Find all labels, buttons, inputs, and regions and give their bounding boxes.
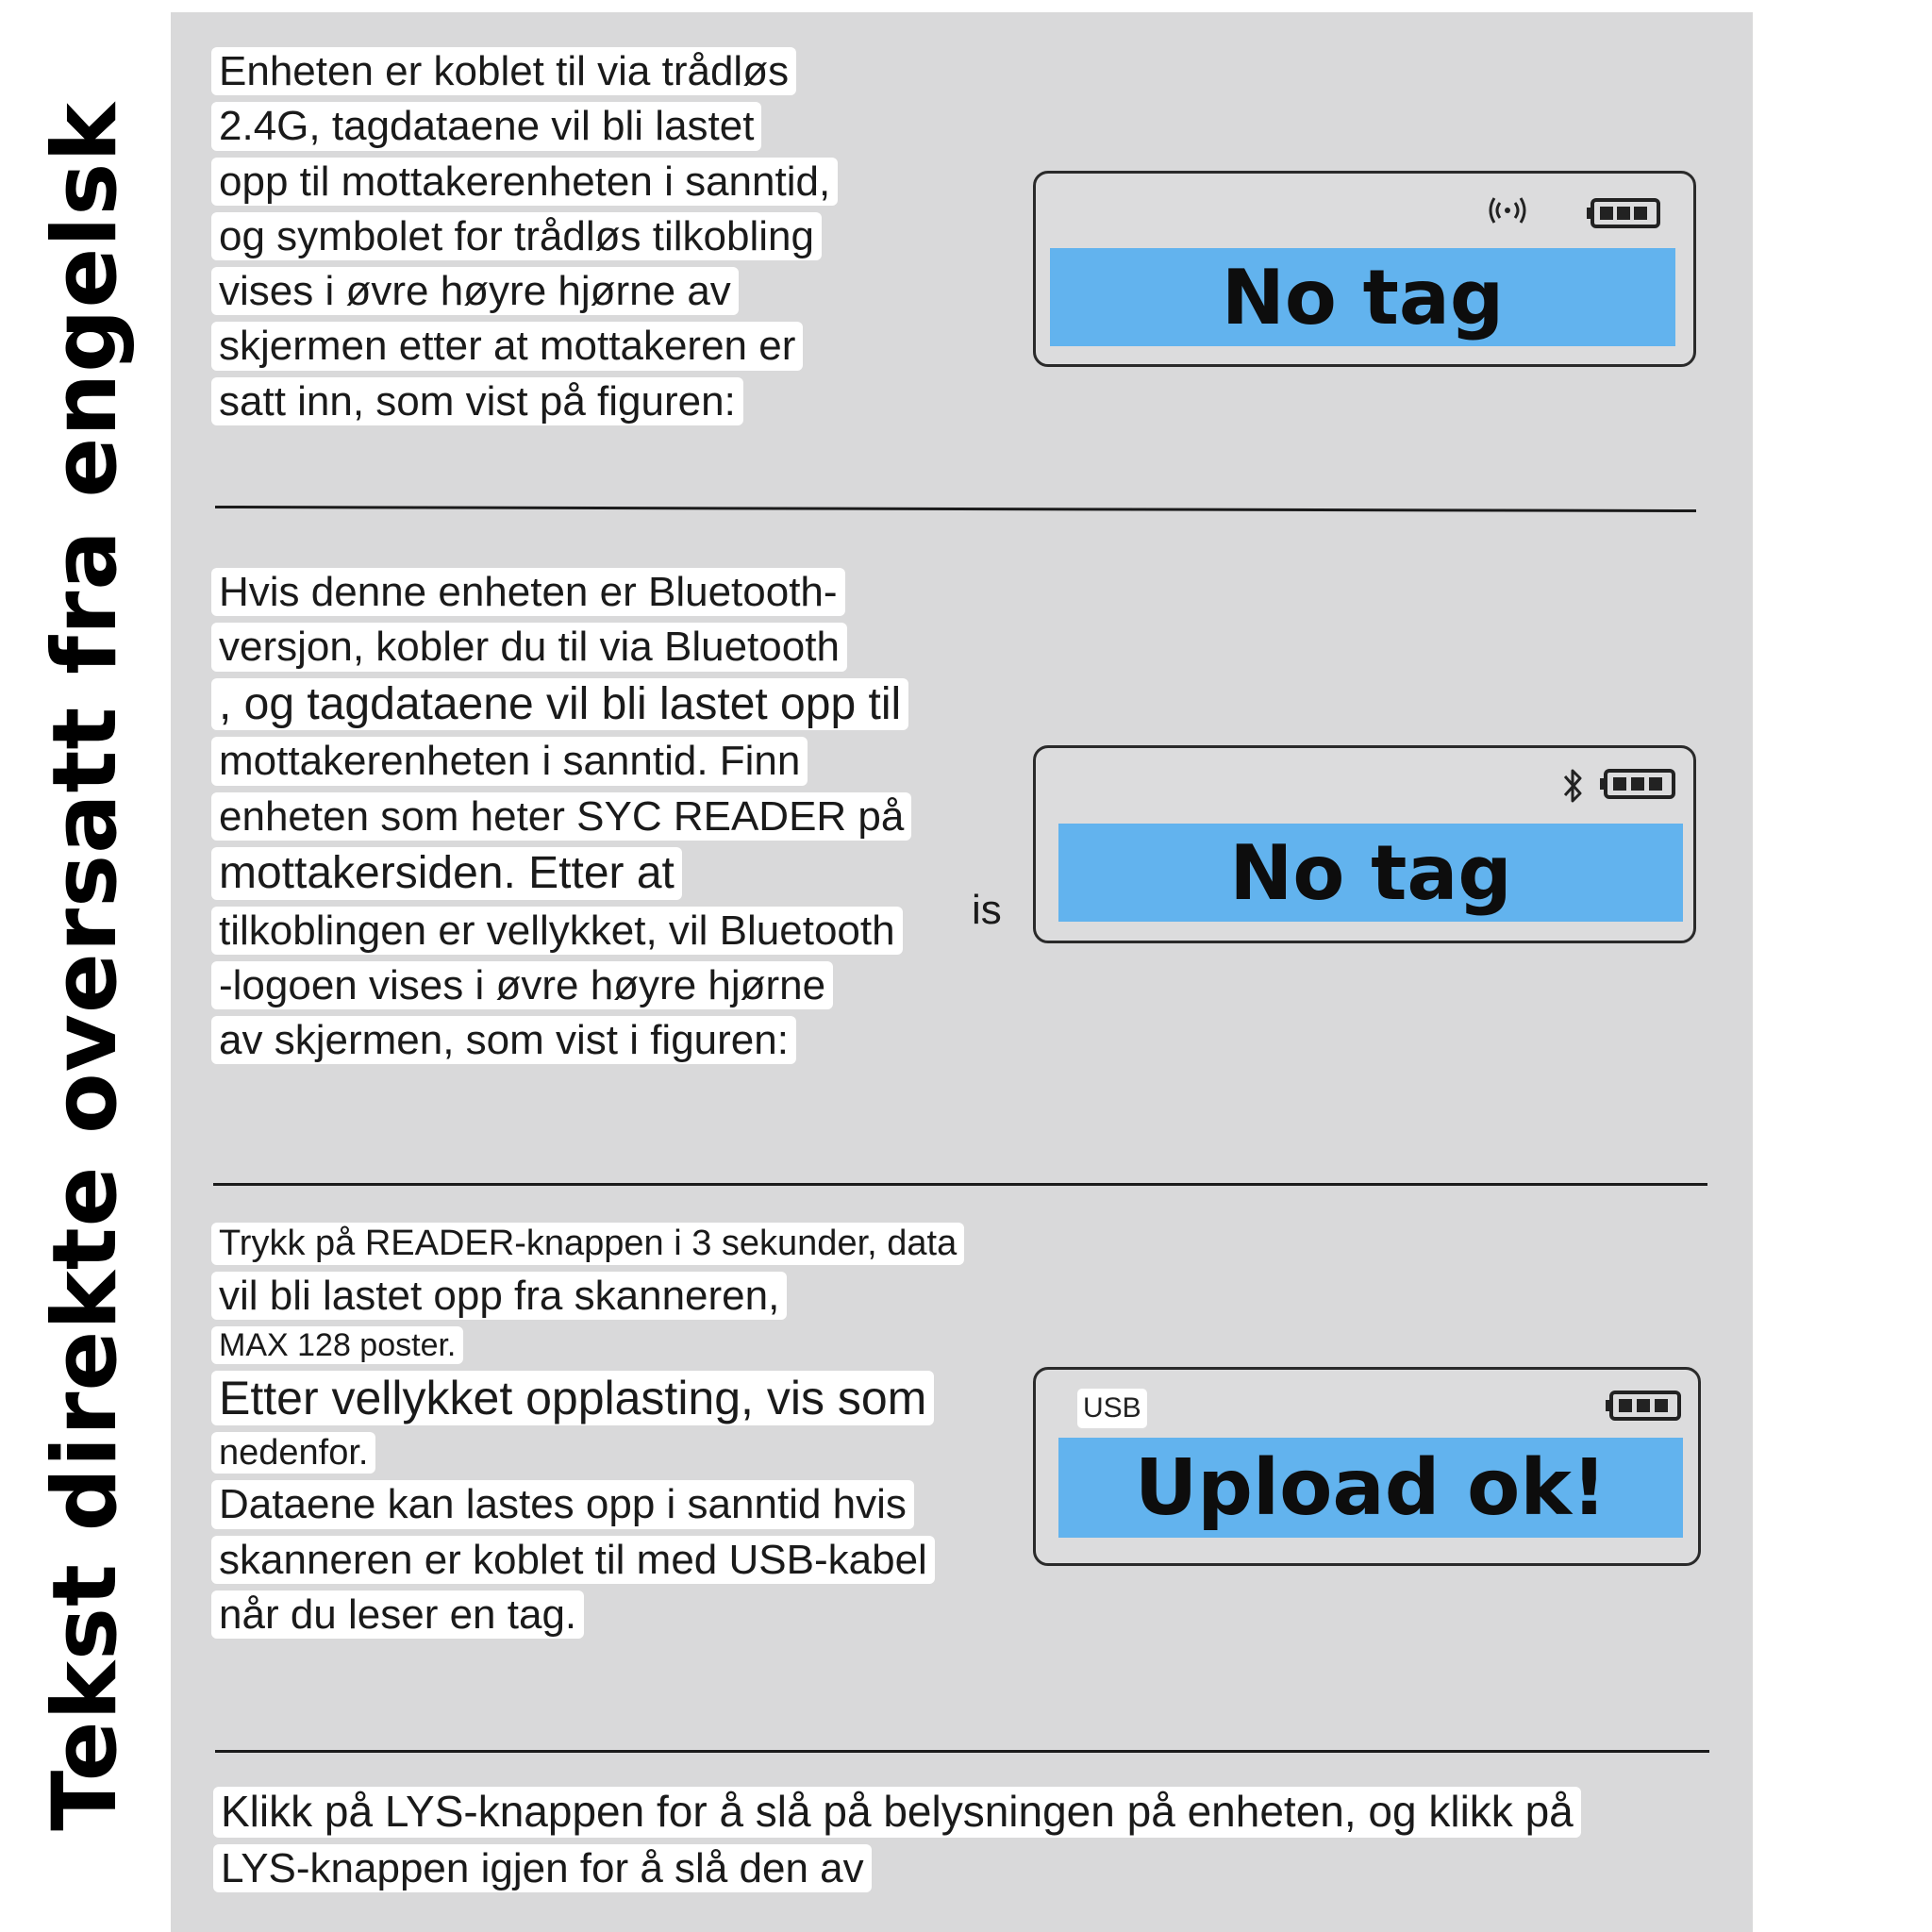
text-line: mottakerenheten i sanntid. Finn: [211, 737, 808, 785]
divider: [215, 1750, 1709, 1753]
side-title: [0, 0, 170, 1932]
divider: [213, 1183, 1707, 1186]
text-line: 2.4G, tagdataene vil bli lastet: [211, 102, 761, 150]
text-line: skanneren er koblet til med USB-kabel: [211, 1536, 935, 1584]
section-3-text: [211, 1223, 964, 1645]
text-line: versjon, kobler du til via Bluetooth: [211, 623, 847, 671]
text-line: av skjermen, som vist i figuren:: [211, 1016, 796, 1064]
text-line: Enheten er koblet til via trådløs: [211, 47, 796, 95]
usb-label: USB: [1077, 1389, 1147, 1428]
side-title-text: Tekst direkte oversatt fra engelsk: [33, 101, 137, 1831]
screen-status: No tag: [1058, 824, 1683, 922]
text-line: Dataene kan lastes opp i sanntid hvis: [211, 1480, 914, 1528]
device-display-wireless: [1033, 171, 1696, 367]
wireless-signal-icon: [1487, 194, 1528, 226]
text-line: når du leser en tag.: [211, 1591, 584, 1639]
text-line: enheten som heter SYC READER på: [211, 792, 911, 841]
text-line: vises i øvre høyre hjørne av: [211, 267, 739, 315]
screen-status: Upload ok!: [1058, 1438, 1683, 1538]
stray-text: is: [972, 887, 1002, 933]
section-4-text: [213, 1787, 1581, 1899]
text-line: satt inn, som vist på figuren:: [211, 377, 743, 425]
text-line: tilkoblingen er vellykket, vil Bluetooth: [211, 907, 903, 955]
text-line: vil bli lastet opp fra skanneren,: [211, 1272, 787, 1320]
text-line: skjermen etter at mottakeren er: [211, 322, 803, 370]
text-line: LYS-knappen igjen for å slå den av: [213, 1844, 872, 1892]
battery-icon: [1606, 1391, 1681, 1421]
screen-status: No tag: [1050, 248, 1675, 346]
text-line: Hvis denne enheten er Bluetooth-: [211, 568, 845, 616]
battery-icon: [1587, 198, 1660, 228]
text-line: Etter vellykket opplasting, vis som: [211, 1371, 934, 1425]
section-1-text: [211, 47, 838, 432]
bluetooth-icon: [1557, 767, 1588, 805]
text-line: mottakersiden. Etter at: [211, 847, 682, 900]
device-display-usb: [1033, 1367, 1701, 1566]
section-2-text: [211, 568, 911, 1071]
text-line: , og tagdataene vil bli lastet opp til: [211, 678, 908, 731]
device-display-bluetooth: [1033, 745, 1696, 943]
text-line: opp til mottakerenheten i sanntid,: [211, 158, 838, 206]
text-line: Klikk på LYS-knappen for å slå på belysningen på enheten, og klikk på: [213, 1787, 1581, 1838]
text-line: -logoen vises i øvre høyre hjørne: [211, 961, 833, 1009]
text-line: MAX 128 poster.: [211, 1326, 463, 1364]
text-line: og symbolet for trådløs tilkobling: [211, 212, 822, 260]
battery-icon: [1600, 769, 1675, 799]
text-line: nedenfor.: [211, 1432, 375, 1474]
text-line: Trykk på READER-knappen i 3 sekunder, data: [211, 1223, 964, 1265]
